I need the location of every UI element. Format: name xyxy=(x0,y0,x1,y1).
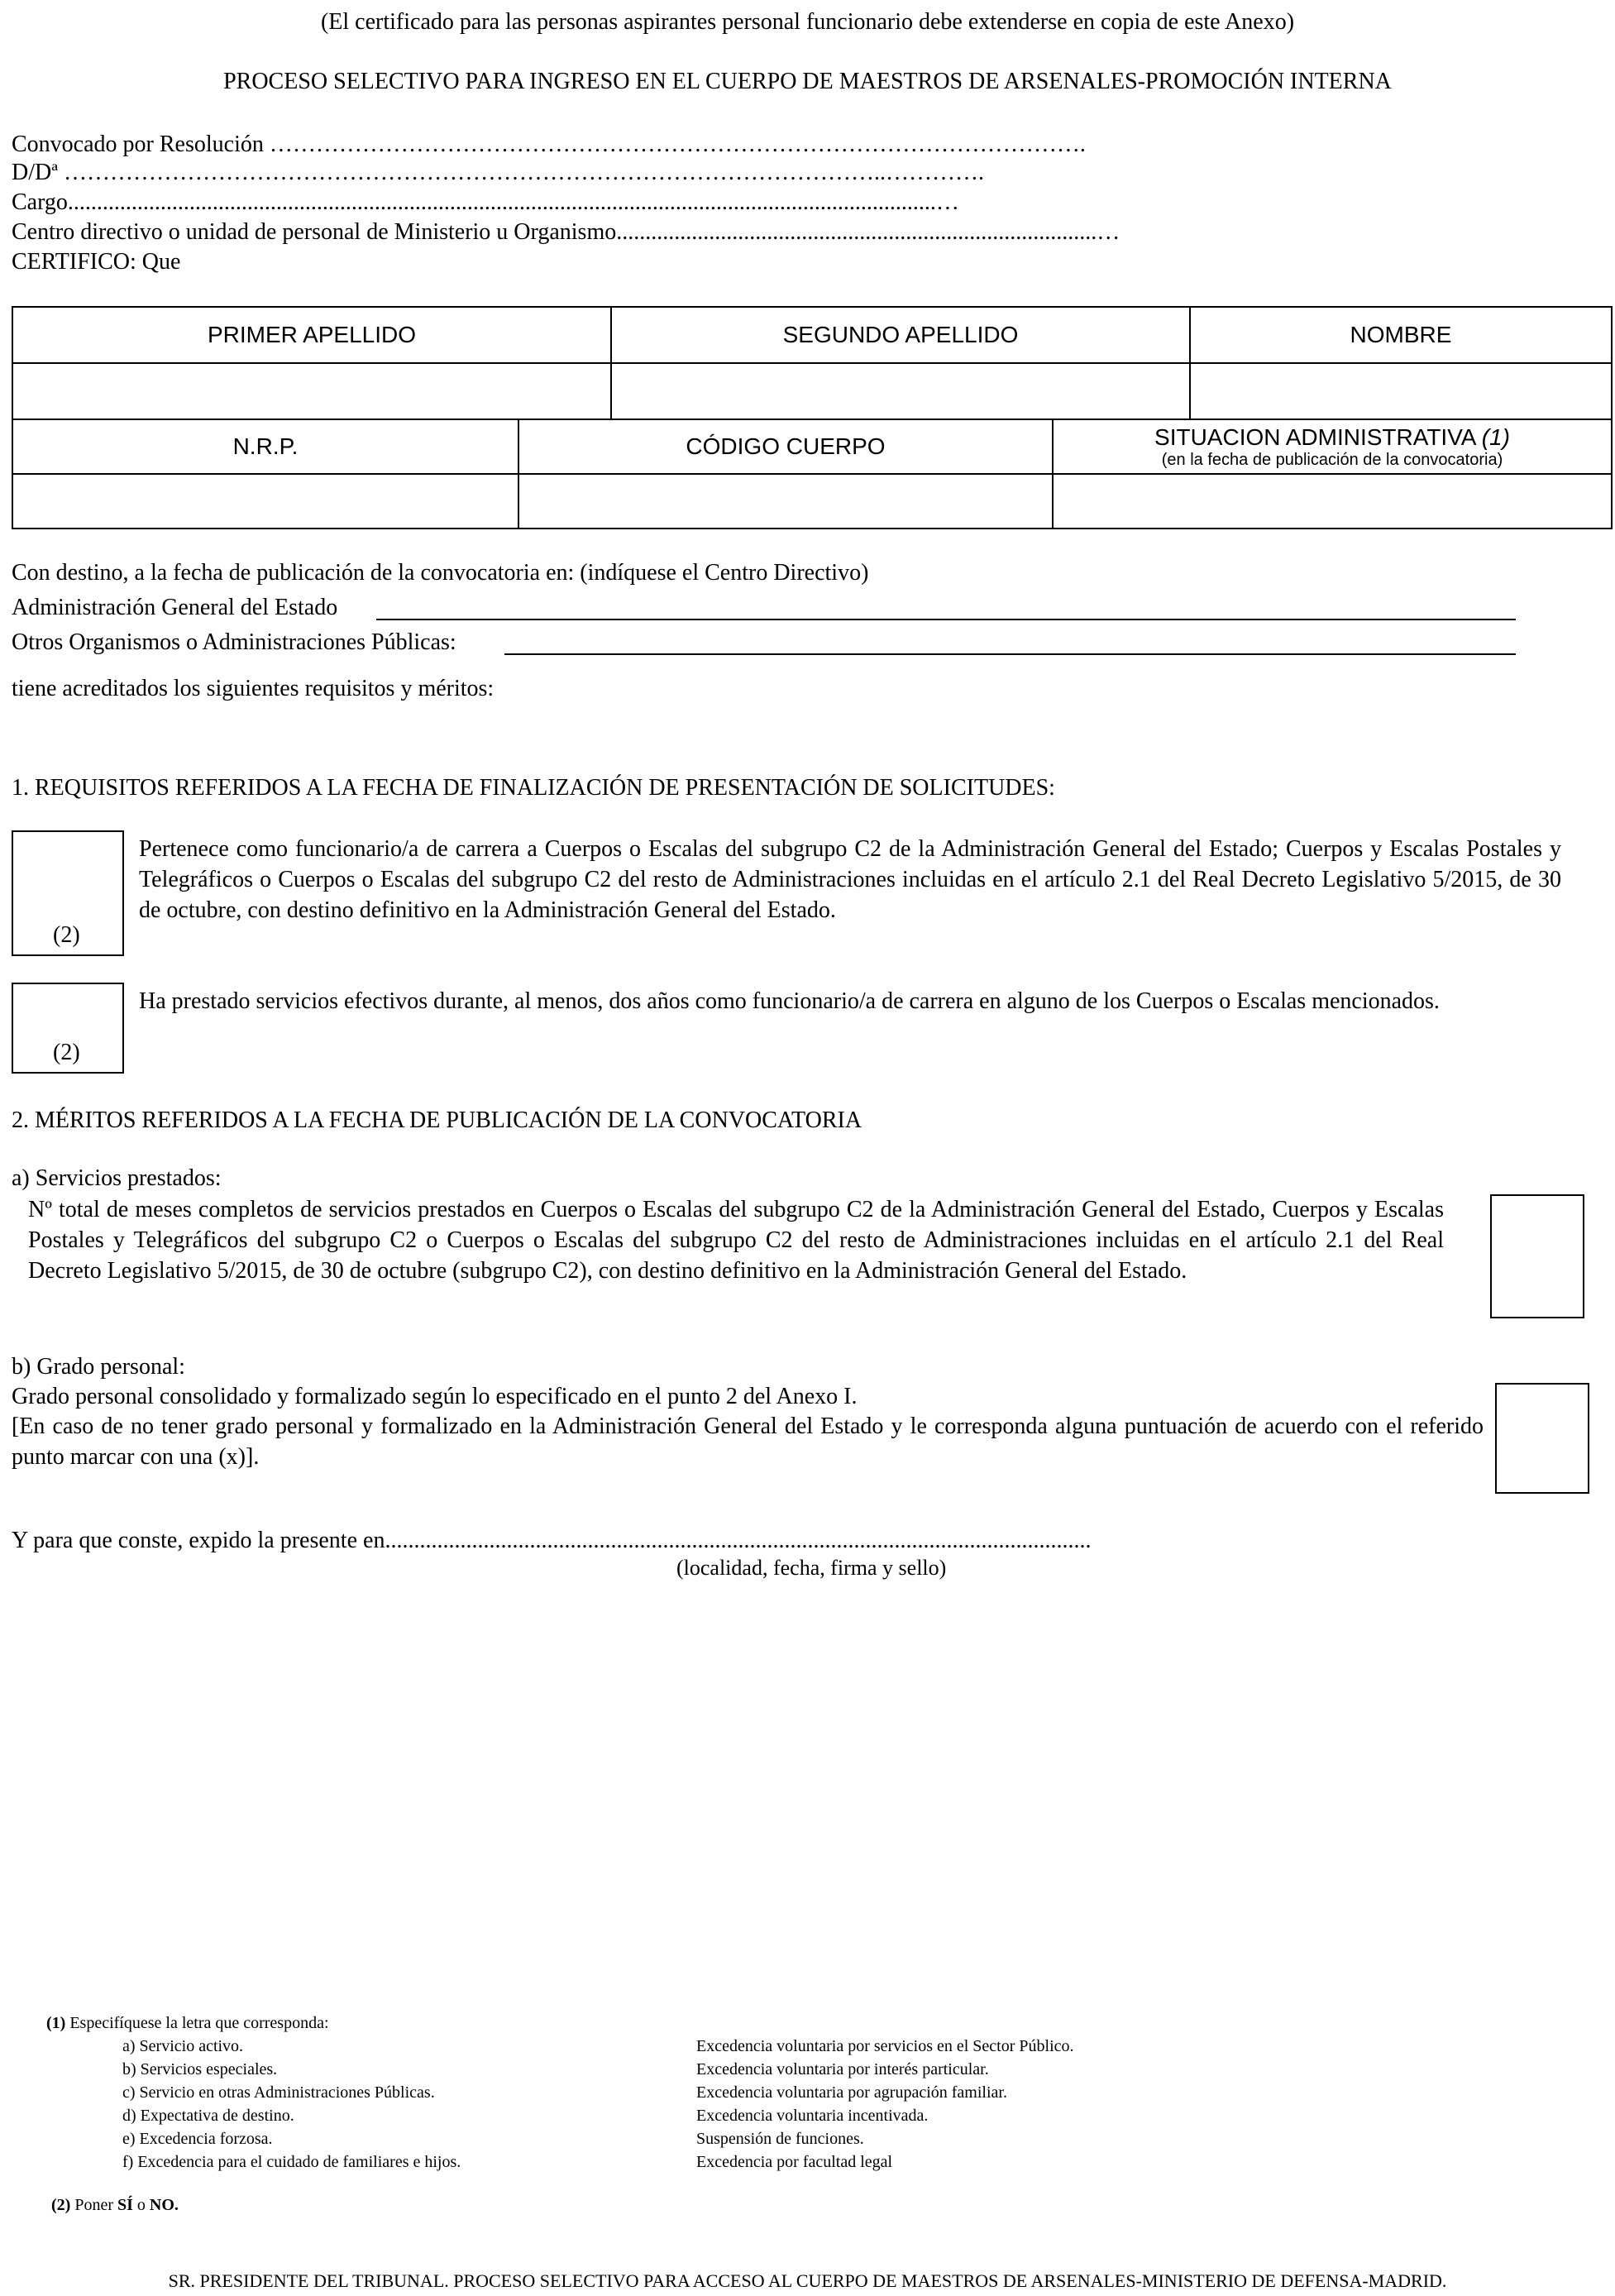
otros-organismos-field[interactable] xyxy=(504,653,1516,655)
header-codigo-cuerpo-label: CÓDIGO CUERPO xyxy=(686,433,886,459)
requisito1-text: Pertenece como funcionario/a de carrera a Cuerpos o Escalas del subgrupo C2 de la Administración General del Estado; Cuerpos y Escalas Postales y Telegráficos o Cuerpos o Escalas del subgrupo C2 del resto de Administraciones incluidas en el artículo 2.1 del Real Decreto Legislativo 5/2015, de 30 de octubre, con destino definitivo en la Administración General del Estado. xyxy=(139,836,1561,923)
header-nrp-label: N.R.P. xyxy=(232,433,299,459)
header-situacion-subtitle: (en la fecha de publicación de la convocatoria) xyxy=(1161,451,1503,469)
personal-data-table xyxy=(12,306,1613,529)
grado-personal-text: Grado personal consolidado y formalizado según lo especificado en el punto 2 del Anexo I. xyxy=(12,1384,858,1409)
list-item: Excedencia voluntaria por agrupación familiar. xyxy=(696,2083,1007,2102)
requisito2-checkbox[interactable] xyxy=(12,983,124,1074)
header-primer-apellido xyxy=(13,308,612,364)
header-situacion-administrativa xyxy=(1054,420,1611,475)
header-nombre-label: NOMBRE xyxy=(1350,322,1452,347)
footnote-1-right-list xyxy=(696,2035,1074,2174)
list-item: Excedencia por facultad legal xyxy=(696,2153,893,2171)
footnote-1-left-list xyxy=(122,2035,461,2174)
addressee-footer: SR. PRESIDENTE DEL TRIBUNAL. PROCESO SELECTIVO PARA ACCESO AL CUERPO DE MAESTROS DE ARSENALES-MINISTERIO DE DEFENSA-MADRID. xyxy=(168,2270,1447,2291)
age-field[interactable] xyxy=(376,619,1516,620)
footnote-2-si: SÍ xyxy=(117,2196,133,2214)
header-primer-apellido-label: PRIMER APELLIDO xyxy=(207,322,417,347)
list-item: a) Servicio activo. xyxy=(122,2037,244,2055)
grado-personal-field[interactable] xyxy=(1495,1383,1589,1494)
header-situacion-label: SITUACION ADMINISTRATIVA xyxy=(1154,424,1475,450)
certifico-line: CERTIFICO: Que xyxy=(12,249,181,275)
list-item: Excedencia voluntaria incentivada. xyxy=(696,2107,929,2125)
age-label: Administración General del Estado xyxy=(12,595,338,620)
list-item: b) Servicios especiales. xyxy=(122,2060,278,2078)
cargo-line: Cargo......................................................................................................................................................… xyxy=(12,189,959,215)
destino-line: Con destino, a la fecha de publicación de la convocatoria en: (indíquese el Centro Directivo) xyxy=(12,560,869,586)
footnote-2-no: NO. xyxy=(149,2196,179,2214)
header-segundo-apellido-label: SEGUNDO APELLIDO xyxy=(782,322,1019,347)
requisitos-intro: tiene acreditados los siguientes requisitos y méritos: xyxy=(12,676,495,701)
section1-title: 1. REQUISITOS REFERIDOS A LA FECHA DE FINALIZACIÓN DE PRESENTACIÓN DE SOLICITUDES: xyxy=(12,775,1055,801)
list-item: Excedencia voluntaria por servicios en el Sector Público. xyxy=(696,2037,1074,2055)
closing-line: Y para que conste, expido la presente en.......................................................................................................................... xyxy=(12,1528,1092,1553)
list-item: c) Servicio en otras Administraciones Públicas. xyxy=(122,2083,435,2102)
field-codigo-cuerpo[interactable] xyxy=(519,475,1054,528)
field-situacion-administrativa[interactable] xyxy=(1054,475,1611,528)
grado-personal-label: b) Grado personal: xyxy=(12,1354,185,1380)
centro-line: Centro directivo o unidad de personal de Ministerio u Organismo...................................................................................… xyxy=(12,219,1120,245)
field-segundo-apellido[interactable] xyxy=(612,364,1191,420)
footnote-1-heading xyxy=(46,2011,329,2035)
servicios-prestados-label: a) Servicios prestados: xyxy=(12,1165,222,1191)
header-nrp xyxy=(13,420,519,475)
header-note: (El certificado para las personas aspirantes personal funcionario debe extenderse en copia de este Anexo) xyxy=(320,9,1295,35)
closing-caption: (localidad, fecha, firma y sello) xyxy=(676,1556,947,1580)
header-nombre xyxy=(1191,308,1611,364)
footnote-2-text: Poner xyxy=(70,2196,117,2214)
footnote-1-label: Especifíquese la letra que corresponda: xyxy=(65,2014,329,2032)
field-nombre[interactable] xyxy=(1191,364,1611,420)
field-nrp[interactable] xyxy=(13,475,519,528)
dda-line: D/Dª ……………………………………………………………………………………………..…………. xyxy=(12,160,984,185)
header-segundo-apellido xyxy=(612,308,1191,364)
requisito2-text: Ha prestado servicios efectivos durante, al menos, dos años como funcionario/a de carrera en alguno de los Cuerpos o Escalas mencionados. xyxy=(139,988,1440,1014)
list-item: Suspensión de funciones. xyxy=(696,2130,864,2148)
list-item: e) Excedencia forzosa. xyxy=(122,2130,273,2148)
footnote-1-ref: (1) xyxy=(46,2014,66,2032)
footnote-2-o: o xyxy=(132,2196,150,2214)
footnote-2-ref: (2) xyxy=(51,2196,71,2214)
servicios-prestados-text: Nº total de meses completos de servicios prestados en Cuerpos o Escalas del subgrupo C2 de la Administración General del Estado, Cuerpos y Escalas Postales y Telegráficos del subgrupo C2 o Cuerpos o Escalas del subgrupo C2 del resto de Administraciones incluidas en el artículo 2.1 del Real Decreto Legislativo 5/2015, de 30 de octubre (subgrupo C2), con destino definitivo en la Administración General del Estado. xyxy=(28,1197,1444,1284)
grado-personal-note: [En caso de no tener grado personal y formalizado en la Administración General del Estado y le corresponda alguna puntuación de acuerdo con el referido punto marcar con una (x)]. xyxy=(12,1413,1484,1470)
document-title: PROCESO SELECTIVO PARA INGRESO EN EL CUERPO DE MAESTROS DE ARSENALES-PROMOCIÓN INTERNA xyxy=(223,69,1392,94)
header-codigo-cuerpo xyxy=(519,420,1054,475)
list-item: f) Excedencia para el cuidado de familiares e hijos. xyxy=(122,2153,461,2171)
field-primer-apellido[interactable] xyxy=(13,364,612,420)
list-item: Excedencia voluntaria por interés particular. xyxy=(696,2060,989,2078)
situacion-footnote-ref: (1) xyxy=(1481,424,1510,450)
requisito1-checkbox-note: (2) xyxy=(53,922,80,948)
footnote-2 xyxy=(51,2193,179,2217)
convocado-line: Convocado por Resolución ……………………………………………………………………………………………. xyxy=(12,132,1086,157)
section2-title: 2. MÉRITOS REFERIDOS A LA FECHA DE PUBLICACIÓN DE LA CONVOCATORIA xyxy=(12,1107,862,1133)
header-situacion-title xyxy=(1154,424,1510,451)
otros-organismos-label: Otros Organismos o Administraciones Públicas: xyxy=(12,629,456,655)
requisito2-checkbox-note: (2) xyxy=(53,1040,80,1065)
meses-servicio-field[interactable] xyxy=(1490,1194,1584,1318)
list-item: d) Expectativa de destino. xyxy=(122,2107,294,2125)
requisito1-checkbox[interactable] xyxy=(12,830,124,956)
